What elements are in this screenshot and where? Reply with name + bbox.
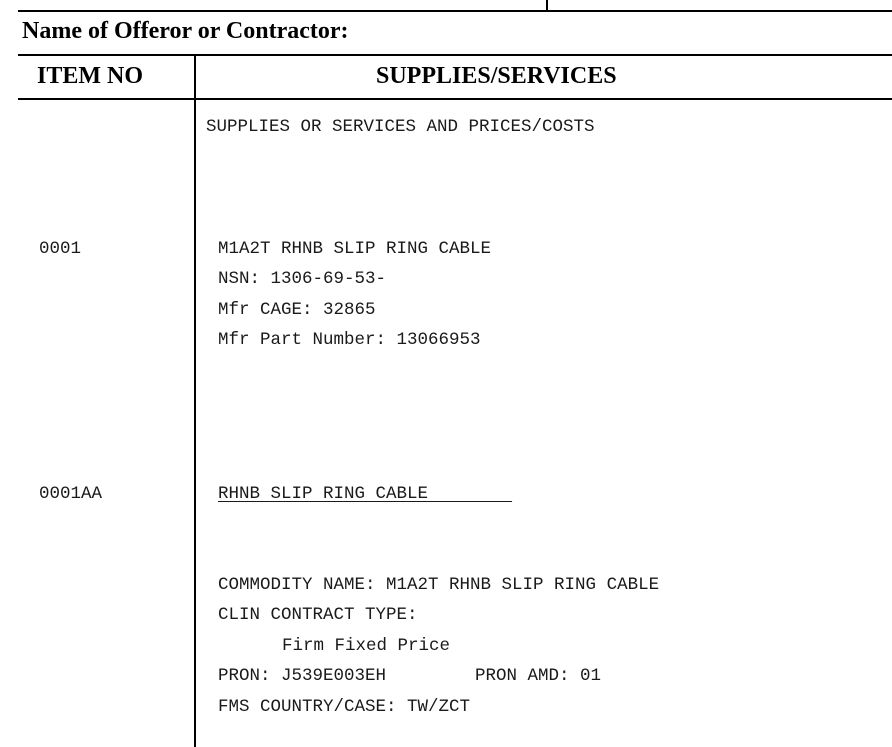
pron-amd: PRON AMD: 01	[475, 666, 602, 686]
item-description-line: Mfr Part Number: 13066953	[218, 330, 481, 350]
clin-contract-type-label: CLIN CONTRACT TYPE:	[218, 605, 418, 625]
subitem-number: 0001AA	[39, 484, 103, 504]
item-description-line: M1A2T RHNB SLIP RING CABLE	[218, 239, 492, 259]
clin-contract-type-value: Firm Fixed Price	[282, 636, 451, 656]
item-description-line: NSN: 1306-69-53-	[218, 269, 387, 289]
offeror-label: Name of Offeror or Contractor:	[22, 18, 349, 44]
top-divider-tick	[546, 0, 548, 11]
column-divider	[194, 55, 196, 747]
header-bottom-line	[18, 98, 892, 100]
commodity-name: COMMODITY NAME: M1A2T RHNB SLIP RING CABLE	[218, 575, 660, 595]
column-header-supplies-services: SUPPLIES/SERVICES	[376, 63, 617, 89]
column-header-item-no: ITEM NO	[37, 63, 144, 89]
fms-country-case: FMS COUNTRY/CASE: TW/ZCT	[218, 697, 471, 717]
offeror-bottom-line	[18, 54, 892, 56]
subitem-title: RHNB SLIP RING CABLE	[218, 484, 513, 504]
item-description-line: Mfr CAGE: 32865	[218, 300, 376, 320]
top-border-line	[18, 10, 892, 12]
section-title: SUPPLIES OR SERVICES AND PRICES/COSTS	[206, 117, 595, 137]
pron: PRON: J539E003EH	[218, 666, 387, 686]
item-number: 0001	[39, 239, 82, 259]
